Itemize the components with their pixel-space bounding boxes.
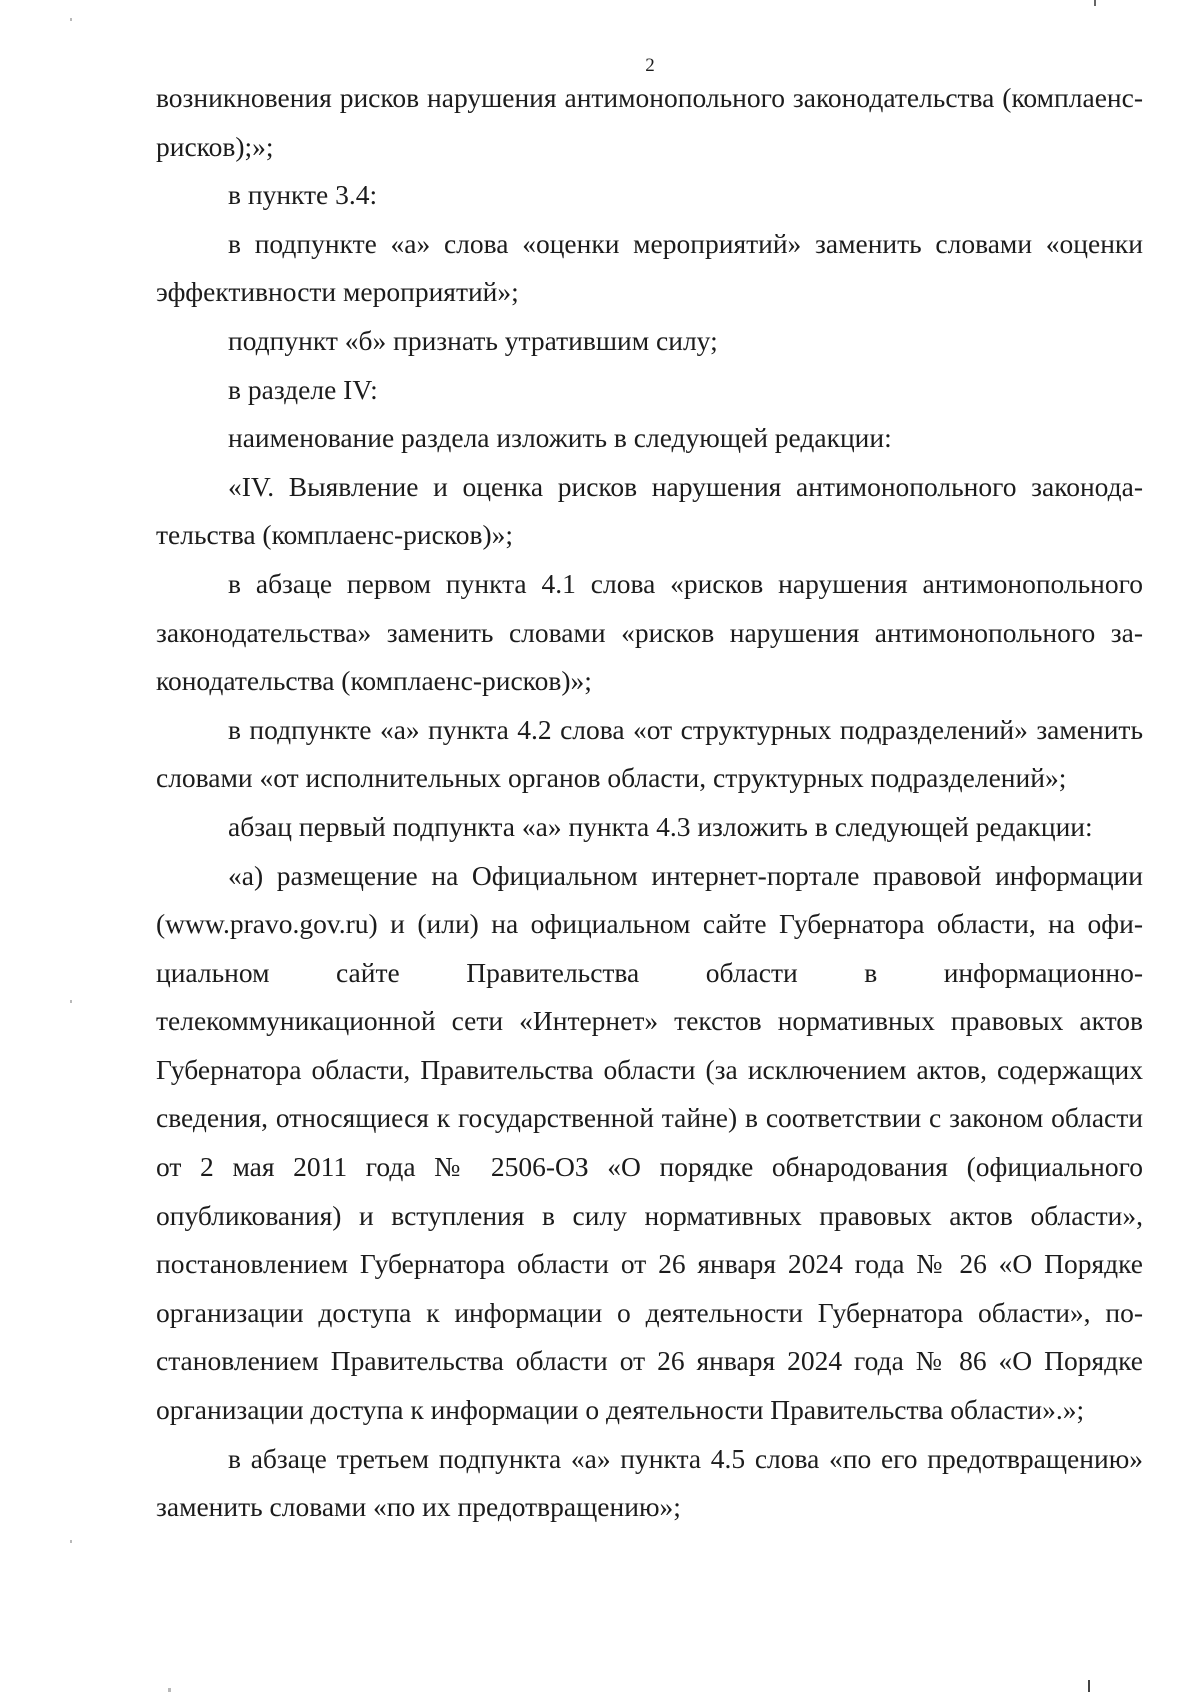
paragraph-11: «а) размещение на Официальном интернет-портале правовой информации (www.pravo.gov.ru) и (или) на официальном сайте Губернатора области, на официальном сайте Правительства области в информационно- [156,859,1143,988]
paragraph-8: в абзаце первом пункта 4.1 слова «рисков нарушения антимонопольного законодательства» заменить словами «рисков нарушения антимонопольного законодательства (комплаенс-рисков)»; [156,567,1143,697]
paragraph-12: телекоммуникационной сети «Интернет» текстов нормативных правовых актов Губернатора области, Правительства области (за исключением актов, содержащих сведения, относящиеся к государственной тайне) в соответствии с законом области от 2 мая 2011 года № 2506-ОЗ «О порядке обнародования (официального опубликования) и вступления в силу нормативных правовых актов области», постановлением Губернатора области от 26 января 2024 года № 26 «О Порядке организации доступа к информации о деятельности Губернатора области», постановлением Правительства области от 26 января 2024 года № 86 «О Порядке организации доступа к информации о деятельности Правительства области».»; [156,1005,1143,1426]
page-number: 2 [645,55,655,76]
paragraph-3: в подпункте «а» слова «оценки мероприятий» заменить словами «оценки эффективности мероприятий»; [156,227,1143,308]
paragraph-10: абзац первый подпункта «а» пункта 4.3 изложить в следующей редакции: [228,810,1093,842]
paragraph-4: подпункт «б» признать утратившим силу; [228,324,718,356]
paragraph-5: в разделе IV: [228,373,378,405]
scan-mark-left-3 [70,1540,72,1543]
scan-mark-bottom-left [168,1688,171,1692]
document-body [156,74,1143,1532]
scan-mark-bottom-right [1088,1680,1090,1692]
paragraph-9: в подпункте «а» пункта 4.2 слова «от структурных подразделений» заменить словами «от исполнительных органов области, структурных подразделений»; [156,713,1143,794]
paragraph-13: в абзаце третьем подпункта «а» пункта 4.5 слова «по его предотвращению» заменить словами «по их предотвращению»; [156,1442,1143,1523]
scan-mark-left-2 [70,1000,72,1003]
paragraph-1: возникновения рисков нарушения антимонопольного законодательства (комплаенс-рисков);»; [156,82,1143,162]
scan-mark-left-1 [70,18,72,21]
paragraph-7: «IV. Выявление и оценка рисков нарушения антимонопольного законодательства (комплаенс-рисков)»; [156,470,1143,551]
scan-mark-top-right [1094,0,1096,6]
paragraph-2: в пункте 3.4: [228,179,378,211]
paragraph-6: наименование раздела изложить в следующей редакции: [228,422,892,454]
